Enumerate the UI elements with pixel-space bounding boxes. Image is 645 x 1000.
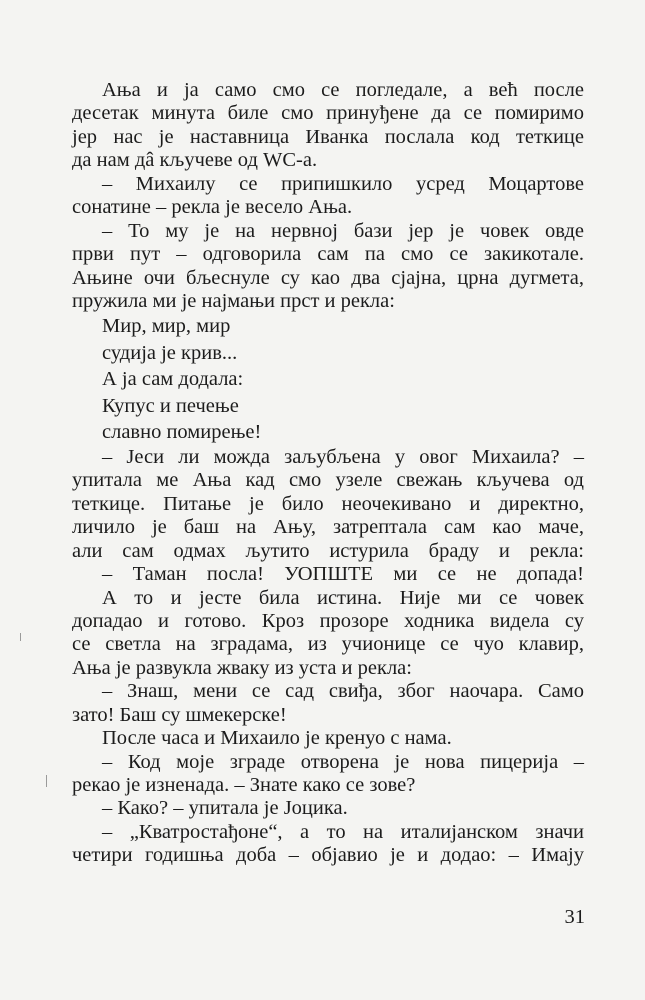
text-line: личило је баш на Ању, затрептала сам као маче, bbox=[72, 516, 584, 539]
verse-line: славно помирење! bbox=[102, 421, 262, 444]
text-line: – Код моје зграде отворена је нова пицерија – bbox=[102, 750, 584, 773]
text-line: да нам дâ кључеве од WC-а. bbox=[72, 149, 318, 172]
text-line: али сам одмах љутито истурила браду и рекла: bbox=[72, 539, 584, 562]
text-line: рекао је изненада. – Знате како се зове? bbox=[72, 774, 416, 796]
text-line: допадао и готово. Кроз прозоре ходника видела су bbox=[72, 609, 584, 632]
text-line: После часа и Михаило је кренуо с нама. bbox=[102, 727, 452, 750]
scan-speck bbox=[20, 633, 21, 641]
text-line: – То му је на нервној бази јер је човек овде bbox=[102, 219, 584, 242]
scan-speck bbox=[46, 775, 47, 787]
text-line: – Михаилу се припишкило усред Моцартове bbox=[102, 172, 584, 195]
verse-line: Мир, мир, мир bbox=[102, 315, 231, 338]
text-line: четири годишња доба – објавио је и додао: – Имају bbox=[72, 844, 584, 867]
text-line: зато! Баш су шмекерске! bbox=[72, 703, 287, 726]
body-text bbox=[72, 79, 584, 868]
text-line: се светла на зградама, из учионице се чуо клавир, bbox=[72, 633, 584, 656]
text-line: – Таман посла! УОПШТЕ ми се не допада! bbox=[102, 563, 584, 586]
verse-line: судија је крив... bbox=[102, 341, 238, 364]
verse-line: А ја сам додала: bbox=[102, 368, 244, 391]
text-line: Ања је развукла жваку из уста и рекла: bbox=[72, 656, 412, 679]
text-line: сонатине – рекла је весело Ања. bbox=[72, 196, 353, 219]
text-line: – Знаш, мени се сад свиђа, због наочара. Само bbox=[102, 680, 584, 703]
text-line: десетак минута биле смо принуђене да се помиримо bbox=[72, 102, 584, 125]
page-number: 31 bbox=[564, 906, 585, 928]
text-line: Ања и ја само смо се погледале, а већ после bbox=[102, 79, 584, 101]
text-line: А то и јесте била истина. Није ми се човек bbox=[102, 586, 584, 609]
text-line: први пут – одговорила сам па смо се закикотале. bbox=[72, 243, 584, 266]
text-line: – „Кватростађоне“, а то на италијанском значи bbox=[102, 820, 584, 843]
text-line: теткице. Питање је било неочекивано и директно, bbox=[72, 492, 584, 515]
text-line: упитала ме Ања кад смо узеле свежањ кључева од bbox=[72, 469, 584, 492]
text-line: – Како? – упитала је Јоцика. bbox=[102, 797, 348, 820]
text-line: – Јеси ли можда заљубљена у овог Михаила? – bbox=[102, 445, 584, 468]
verse-line: Купус и печење bbox=[102, 394, 239, 417]
text-line: јер нас је наставница Иванка послала код теткице bbox=[72, 125, 584, 148]
text-line: Ањине очи бљеснуле су као два сјајна, црна дугмета, bbox=[72, 266, 584, 289]
text-line: пружила ми је најмањи прст и рекла: bbox=[72, 289, 395, 312]
